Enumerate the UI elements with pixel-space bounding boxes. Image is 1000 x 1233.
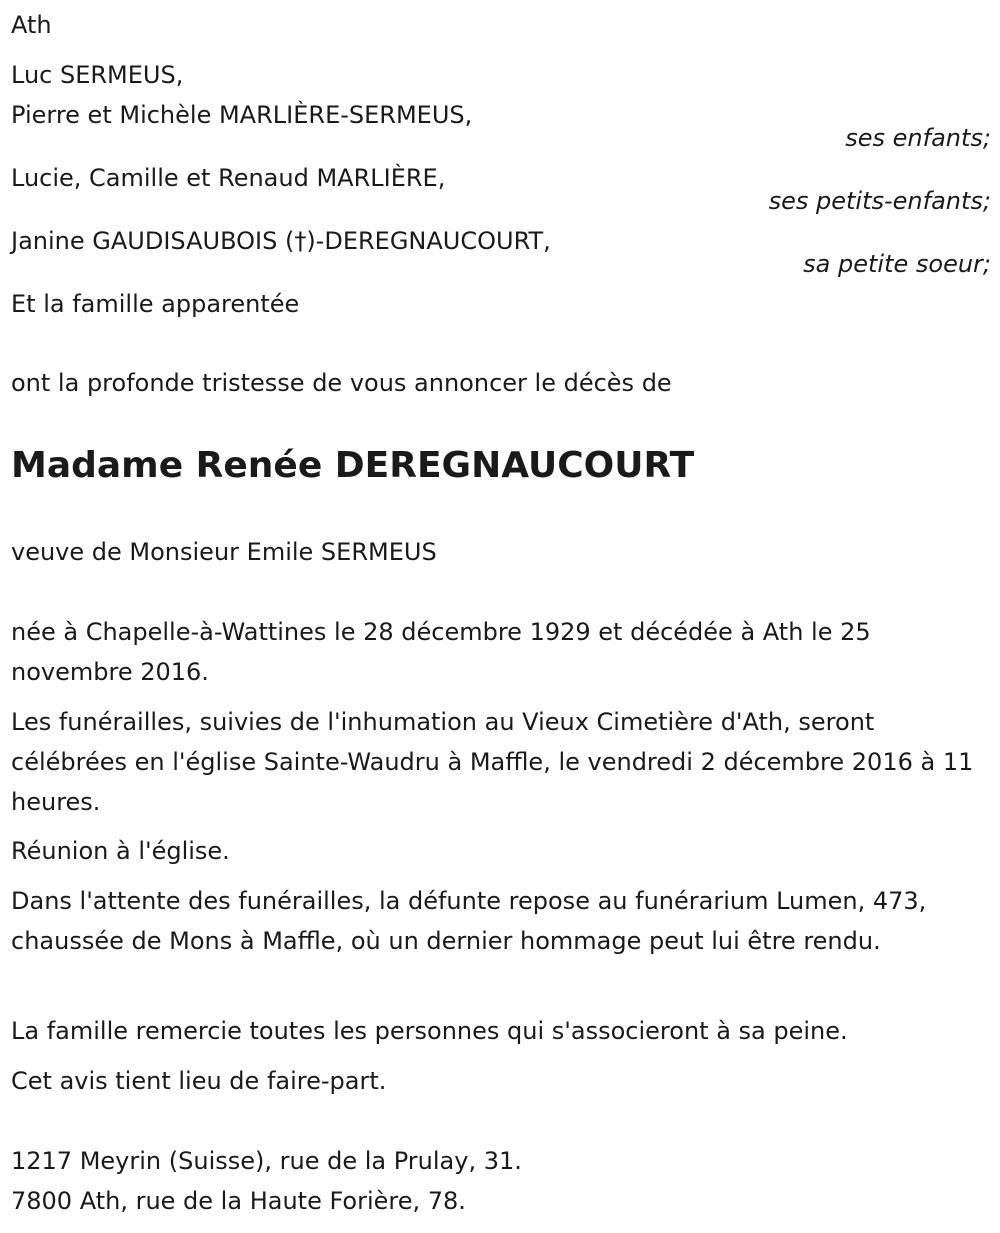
announcement: ont la profonde tristesse de vous annoncer le décès de: [11, 369, 672, 397]
repose-paragraph: Dans l'attente des funérailles, la défunte repose au funérarium Lumen, 473, chaussée de Mons à Maffle, où un dernier hommage peut lui être rendu.: [11, 887, 927, 955]
address-ath: 7800 Ath, rue de la Haute Forière, 78.: [11, 1187, 466, 1215]
mourner-grandchildren: Lucie, Camille et Renaud MARLIÈRE,: [11, 164, 446, 192]
deceased-name: Madame Renée DEREGNAUCOURT: [11, 445, 695, 486]
obituary-notice: [11, 0, 991, 1233]
address-meyrin: 1217 Meyrin (Suisse), rue de la Prulay, 31.: [11, 1147, 522, 1175]
location: Ath: [11, 11, 52, 39]
widow-of: veuve de Monsieur Emile SERMEUS: [11, 538, 437, 566]
birth-death-paragraph: née à Chapelle-à-Wattines le 28 décembre 1929 et décédée à Ath le 25 novembre 2016.: [11, 618, 871, 686]
role-sister: sa petite soeur;: [803, 250, 991, 278]
mourner-children-2: Pierre et Michèle MARLIÈRE-SERMEUS,: [11, 101, 473, 129]
mourner-sister: Janine GAUDISAUBOIS (†)-DEREGNAUCOURT,: [11, 227, 551, 255]
notice-paragraph: Cet avis tient lieu de faire-part.: [11, 1067, 387, 1095]
thanks-paragraph: La famille remercie toutes les personnes qui s'associeront à sa peine.: [11, 1017, 848, 1045]
mourner-children-1: Luc SERMEUS,: [11, 61, 184, 89]
mourner-family: Et la famille apparentée: [11, 290, 300, 318]
role-children: ses enfants;: [845, 124, 991, 152]
role-grandchildren: ses petits-enfants;: [768, 187, 991, 215]
meeting-paragraph: Réunion à l'église.: [11, 837, 230, 865]
funeral-paragraph: Les funérailles, suivies de l'inhumation au Vieux Cimetière d'Ath, seront célébrées en l'église Sainte-Waudru à Maffle, le vendredi 2 décembre 2016 à 11 heures.: [11, 708, 974, 816]
